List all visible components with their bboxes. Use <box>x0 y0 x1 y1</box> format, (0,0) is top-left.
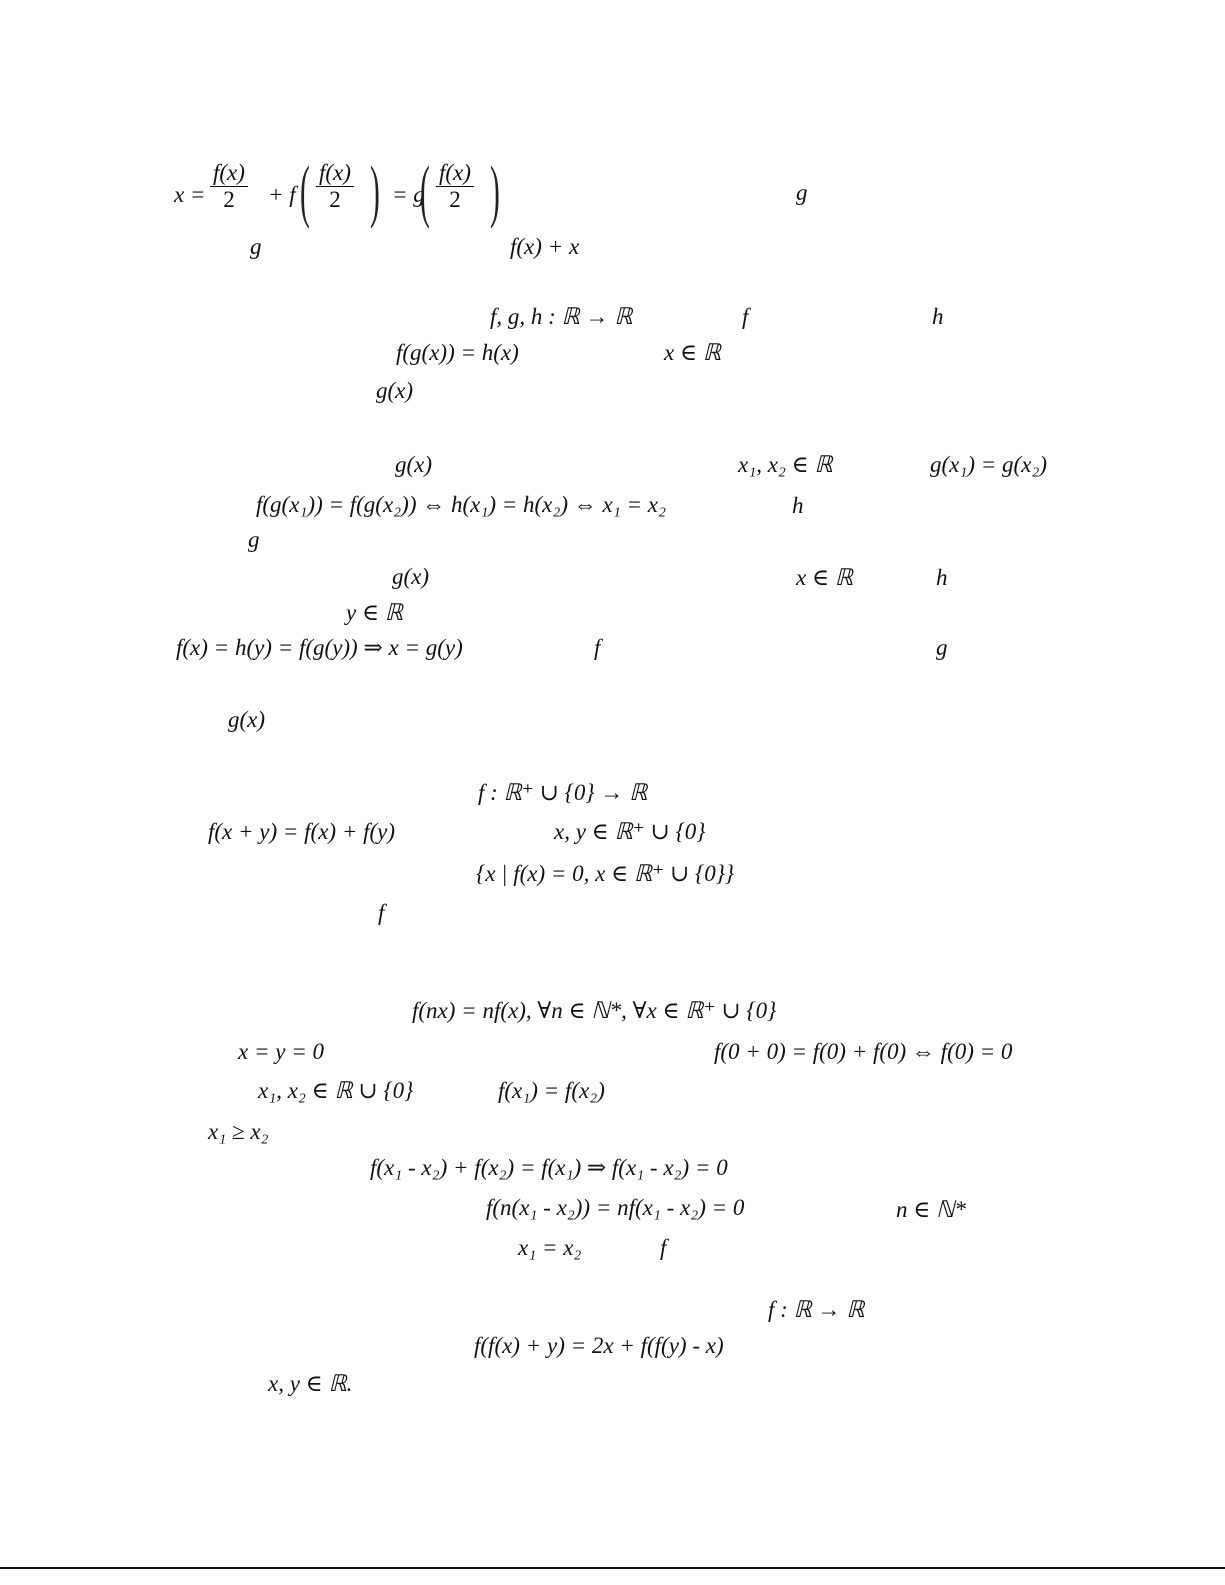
left-paren: ( <box>300 153 310 230</box>
math-g: g <box>250 234 262 259</box>
fraction-numerator: f(x) <box>210 160 248 187</box>
math-variables: x₁, x₂ ∈ ℝ <box>738 452 833 477</box>
math-additive-equation: f(x + y) = f(x) + f(y) <box>208 819 396 844</box>
math-function-decl: f : ℝ⁺ ∪ {0} → ℝ <box>478 780 648 805</box>
math-eq-lhs: x = <box>174 182 206 207</box>
math-f: f <box>660 1235 667 1260</box>
math-expression: f(x) + x <box>510 234 580 259</box>
math-domain: y ∈ ℝ <box>346 600 403 625</box>
math-domain: x, y ∈ ℝ. <box>268 1371 353 1396</box>
math-functional-equation: f(f(x) + y) = 2x + f(f(y) - x) <box>474 1333 724 1358</box>
math-f-zero: f(0 + 0) = f(0) + f(0) ⇔ f(0) = 0 <box>714 1039 1013 1064</box>
fraction-denominator: 2 <box>223 187 235 212</box>
math-difference: f(x₁ - x₂) + f(x₂) = f(x₁) ⇒ f(x₁ - x₂) = 0 <box>370 1155 728 1180</box>
math-domain: n ∈ ℕ* <box>896 1197 966 1222</box>
math-plus-f: + f <box>268 182 296 207</box>
math-function-decl: f : ℝ → ℝ <box>768 1297 865 1322</box>
math-gx: g(x) <box>395 452 433 477</box>
math-g: g <box>796 180 808 205</box>
math-gx: g(x) <box>392 564 430 589</box>
math-inequality: x₁ ≥ x₂ <box>208 1119 269 1144</box>
math-domain: x ∈ ℝ <box>664 340 721 365</box>
math-fraction <box>316 160 354 213</box>
math-f: f <box>594 635 601 660</box>
math-f: f <box>742 304 749 329</box>
math-domain: x ∈ ℝ <box>796 565 853 590</box>
math-f: f <box>378 900 385 925</box>
math-h: h <box>932 304 944 329</box>
math-domain: x₁, x₂ ∈ ℝ ∪ {0} <box>258 1078 414 1103</box>
math-gx: g(x) <box>376 378 414 403</box>
math-set: {x | f(x) = 0, x ∈ ℝ⁺ ∪ {0}} <box>476 861 735 886</box>
page-bottom-rule <box>0 1567 1225 1569</box>
math-injectivity-chain: f(g(x₁)) = f(g(x₂)) ⇔ h(x₁) = h(x₂) ⇔ x₁ = x₂ <box>256 492 666 517</box>
fraction-denominator: 2 <box>449 187 461 212</box>
math-substitution: x = y = 0 <box>238 1039 324 1064</box>
math-fraction <box>436 160 474 213</box>
math-homogeneity: f(nx) = nf(x), ∀n ∈ ℕ*, ∀x ∈ ℝ⁺ ∪ {0} <box>412 998 777 1023</box>
math-composition: f(g(x)) = h(x) <box>396 340 519 365</box>
math-h: h <box>936 565 948 590</box>
right-paren: ) <box>370 153 380 230</box>
math-gx: g(x) <box>228 707 266 732</box>
math-surjectivity-chain: f(x) = h(y) = f(g(y)) ⇒ x = g(y) <box>176 635 463 660</box>
math-equation: g(x₁) = g(x₂) <box>930 452 1048 477</box>
fraction-numerator: f(x) <box>436 160 474 187</box>
fraction-denominator: 2 <box>329 187 341 212</box>
math-domain: x, y ∈ ℝ⁺ ∪ {0} <box>554 819 706 844</box>
fraction-numerator: f(x) <box>316 160 354 187</box>
math-eq-g: = g <box>392 182 425 207</box>
math-multiple: f(n(x₁ - x₂)) = nf(x₁ - x₂) = 0 <box>486 1195 745 1220</box>
left-paren: ( <box>420 153 430 230</box>
right-paren: ) <box>490 153 500 230</box>
math-g: g <box>936 635 948 660</box>
math-conclusion: x₁ = x₂ <box>518 1235 582 1260</box>
math-function-decl: f, g, h : ℝ → ℝ <box>490 304 633 329</box>
math-h: h <box>792 493 804 518</box>
math-equation: f(x₁) = f(x₂) <box>498 1078 605 1103</box>
math-g: g <box>248 527 260 552</box>
math-fraction <box>210 160 248 213</box>
